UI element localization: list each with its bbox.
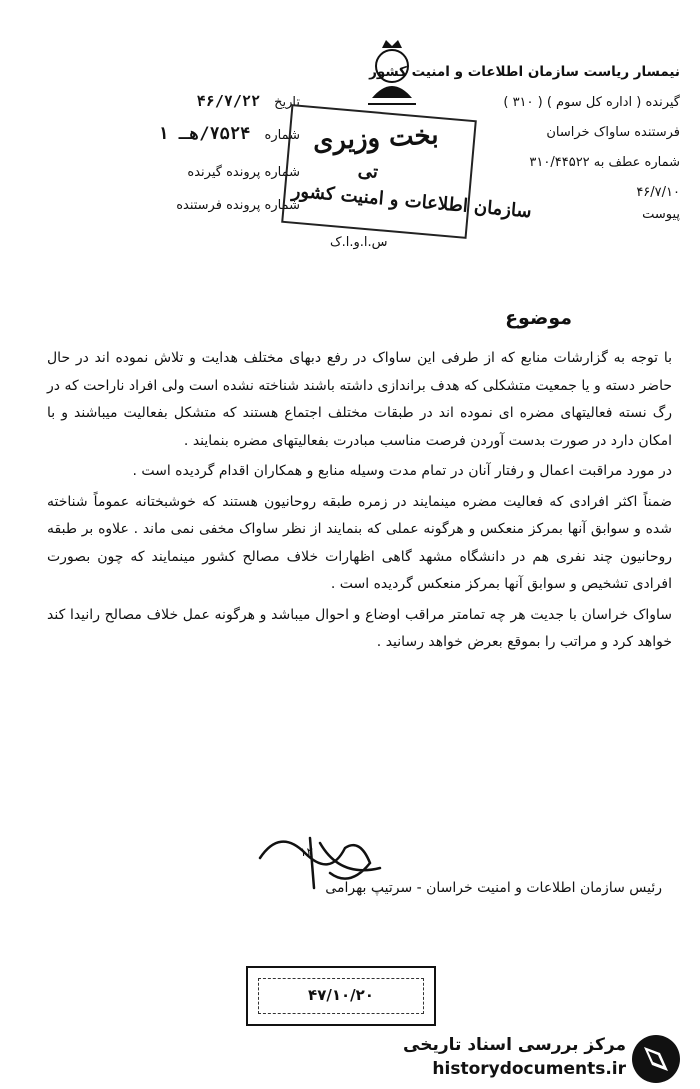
watermark-name: مرکز بررسی اسناد تاریخی — [403, 1035, 626, 1055]
number-label: شماره — [264, 128, 300, 143]
stamp-line-1: بخت وزیری — [312, 120, 440, 157]
date-row — [70, 92, 300, 110]
signatory-title: رئیس سازمان اطلاعات و امنیت خراسان - سرتیپ بهرامی — [325, 880, 662, 896]
date-label: تاریخ — [274, 95, 300, 110]
stamp-line-2: تی — [357, 160, 379, 183]
attachment-label: پیوست — [642, 207, 680, 222]
number-value: ۷۵۲۴/هـ ۱ — [158, 124, 251, 144]
watermark-url: historydocuments.ir — [432, 1059, 626, 1079]
date-value: ۴۶/۷/۲۲ — [196, 92, 260, 110]
paragraph-2: در مورد مراقبت اعمال و رفتار آنان در تمام مدت وسیله منابع و همکاران اقدام گردیده است . — [132, 463, 672, 479]
paragraph-1: با توجه به گزارشات منابع که از طرفی این ساواک در رفع دبهای مختلف هدایت و تلاش نموده اند در حال حاضر دسته و یا جمعیت متشکلی که هدف براندازی داشته باشند شناخته نشده است ولی افراد ناراحت که در رگ نسته فعالیتهای مضره ای نموده اند در طبقات مختلف اجتماع هستند که متشکل بفعالیت میباشند و با امکان دارد در صورت بدست آوردن فرصت مناسب مبادرت بفعالیتهای مضره بنمایند . — [47, 350, 672, 449]
reference-date: ۴۶/۷/۱۰ — [636, 185, 680, 200]
recipient-line: گیرنده ( اداره کل سوم ) ( ۳۱۰ ) — [503, 95, 680, 110]
sender-file-label: شماره پرونده فرستنده — [176, 198, 300, 213]
archive-box-text: ۴۷/۱۰/۲۰ — [308, 986, 374, 1004]
paragraph-3: ضمناً اکثر افرادی که فعالیت مضره مینمایند در زمره طبقه روحانیون هستند که خوشبختانه عموماً شناخته شده و سوابق آنها بمرکز منعکس و هرگونه عملی که بنمایند از نظر ساواک مخفی نمی ماند . علاوه بر طبقه روحانیون چند نفری هم در دانشگاه مشهد گاهی اظهارات خلاف مصالح کشور مینمایند که چون بصورت افرادی تشخیص و سوابق آنها بمرکز منعکس گردیده است . — [47, 493, 672, 592]
number-row — [70, 124, 300, 144]
signature-mark: ۱۲ — [300, 845, 313, 859]
archive-box-stamp — [246, 966, 436, 1026]
ministry-stamp — [281, 104, 533, 239]
sender-line: فرستنده ساواک خراسان — [546, 125, 680, 140]
reference-number: شماره عطف به ۳۱۰/۴۴۵۲۲ — [529, 155, 680, 170]
stamp-line-3: سازمان اطلاعات و امنیت کشور — [291, 180, 533, 223]
paragraph-4: ساواک خراسان با جدیت هر چه تمامتر مراقب اوضاع و احوال میباشد و هرگونه عمل خلاف مصالح رانیدا کند خواهد کرد و مراتب را بموقع بعرض خواهد رسانید . — [47, 606, 672, 650]
archive-logo-icon — [630, 1033, 682, 1085]
org-addressee: نیمسار ریاست سازمان اطلاعات و امنیت کشور — [369, 64, 680, 80]
letter-body — [47, 345, 672, 660]
subject-label: موضوع — [505, 307, 572, 329]
savak-abbreviation: س.ا.و.ا.ک — [330, 235, 388, 250]
recipient-file-label: شماره پرونده گیرنده — [187, 165, 300, 180]
